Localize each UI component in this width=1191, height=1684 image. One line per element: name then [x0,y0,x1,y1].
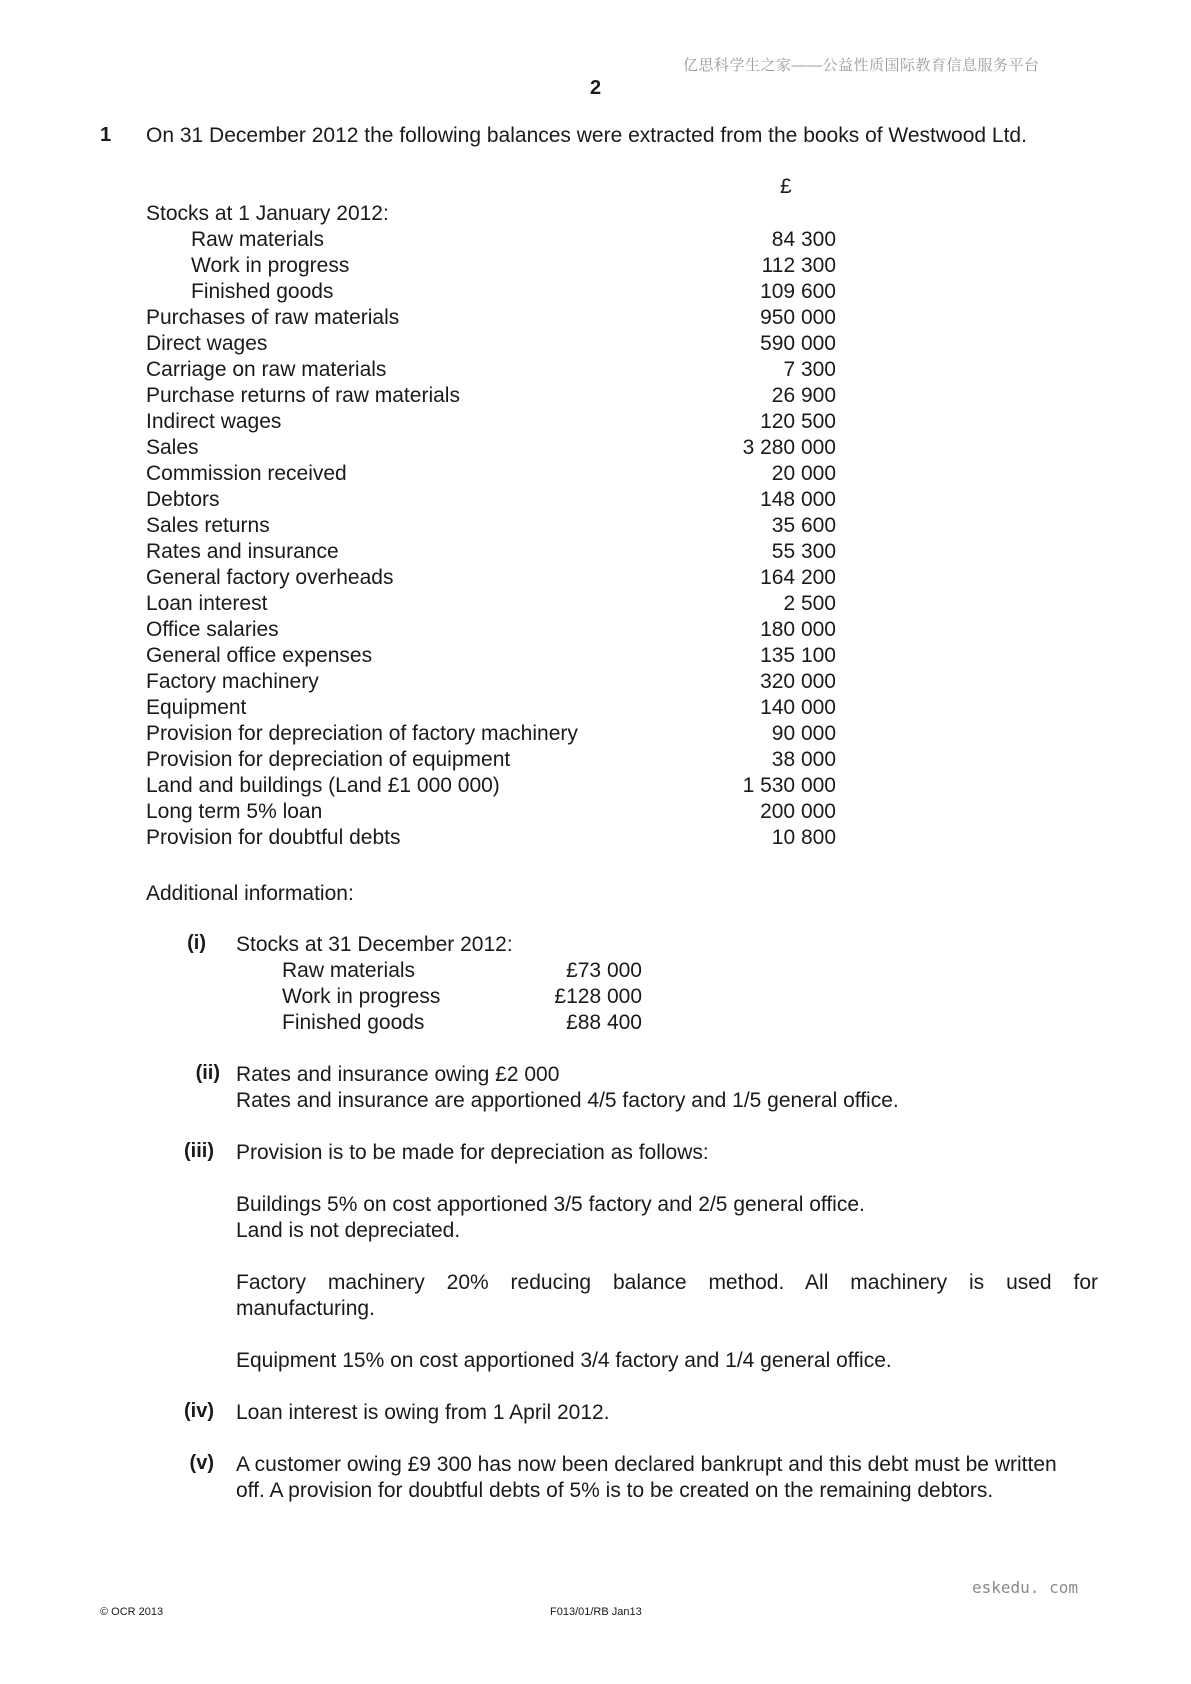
closing-stock-amount: £73 000 [566,959,642,982]
balance-amount: 2 500 [783,592,836,615]
note-iii-machinery-line1: Factory machinery 20% reducing balance method. All machinery is used for [236,1271,1098,1294]
balance-label: Debtors [146,488,220,511]
note-iii-buildings-line1: Buildings 5% on cost apportioned 3/5 factory and 2/5 general office. [236,1193,865,1216]
watermark-top: 亿思科学生之家——公益性质国际教育信息服务平台 [683,57,1040,74]
note-numeral-i: (i) [187,932,206,954]
balance-label: Carriage on raw materials [146,358,387,381]
balance-label: Provision for doubtful debts [146,826,401,849]
balance-row [146,435,836,461]
balance-label: Office salaries [146,618,279,641]
closing-stock-row [282,984,642,1010]
note-iv-text: Loan interest is owing from 1 April 2012. [236,1401,610,1424]
balance-amount: 950 000 [760,306,836,329]
balance-label: Rates and insurance [146,540,339,563]
balance-row [146,279,836,305]
balance-row [146,253,836,279]
note-iii-machinery-line2: manufacturing. [236,1297,375,1320]
balance-row [146,669,836,695]
page-number: 2 [589,77,602,99]
balance-label: Long term 5% loan [146,800,323,823]
balance-amount: 109 600 [760,280,836,303]
balance-label: Raw materials [191,228,325,251]
balance-row [146,487,836,513]
balance-label: Provision for depreciation of equipment [146,748,511,771]
balance-label: Finished goods [191,280,334,303]
watermark-bottom: eskedu. com [972,1578,1078,1597]
note-numeral-v: (v) [189,1452,214,1474]
balance-row [146,721,836,747]
closing-stock-label: Work in progress [282,985,441,1008]
balance-amount: 26 900 [771,384,836,407]
balance-amount: 135 100 [760,644,836,667]
note-iii-equipment: Equipment 15% on cost apportioned 3/4 factory and 1/4 general office. [236,1349,892,1372]
note-numeral-iii: (iii) [184,1140,214,1162]
balance-row [146,227,836,253]
balance-row [146,695,836,721]
note-iii-text: Provision is to be made for depreciation as follows: [236,1141,709,1164]
balance-label: Indirect wages [146,410,282,433]
balance-label: Commission received [146,462,347,485]
balance-amount: 35 600 [771,514,836,537]
balance-amount: 3 280 000 [742,436,836,459]
balance-row [146,357,836,383]
additional-info-heading: Additional information: [146,882,354,905]
balance-row [146,825,836,851]
balance-row [146,773,836,799]
note-v-line1: A customer owing £9 300 has now been declared bankrupt and this debt must be written [236,1453,1057,1476]
balance-row [146,617,836,643]
balance-label: Equipment [146,696,247,719]
note-ii-line2: Rates and insurance are apportioned 4/5 factory and 1/5 general office. [236,1089,899,1112]
balance-label: Stocks at 1 January 2012: [146,202,389,225]
footer-code: F013/01/RB Jan13 [550,1606,642,1618]
balance-amount: 148 000 [760,488,836,511]
balance-label: Loan interest [146,592,268,615]
balance-label: General factory overheads [146,566,394,589]
balance-amount: 90 000 [771,722,836,745]
balance-row [146,565,836,591]
balance-amount: 38 000 [771,748,836,771]
note-numeral-iv: (iv) [184,1400,214,1422]
balance-label: Purchase returns of raw materials [146,384,460,407]
balance-row [146,305,836,331]
balance-row [146,331,836,357]
currency-heading: £ [780,175,792,198]
note-v-line2: off. A provision for doubtful debts of 5% is to be created on the remaining debtors. [236,1479,994,1502]
balance-label: Provision for depreciation of factory machinery [146,722,578,745]
closing-stock-row [282,958,642,984]
balance-amount: 10 800 [771,826,836,849]
balance-amount: 180 000 [760,618,836,641]
balance-amount: 20 000 [771,462,836,485]
balance-label: Purchases of raw materials [146,306,400,329]
balance-row [146,799,836,825]
balance-row [146,383,836,409]
closing-stocks-list [282,958,642,1036]
balance-row [146,461,836,487]
balance-amount: 164 200 [760,566,836,589]
closing-stock-amount: £88 400 [566,1011,642,1034]
closing-stock-label: Finished goods [282,1011,425,1034]
note-iii-buildings-line2: Land is not depreciated. [236,1219,461,1242]
balance-row [146,747,836,773]
balance-row [146,643,836,669]
closing-stock-row [282,1010,642,1036]
footer-copyright: © OCR 2013 [100,1606,164,1618]
balance-amount: 200 000 [760,800,836,823]
balance-amount: 1 530 000 [742,774,836,797]
balance-label: Direct wages [146,332,268,355]
balance-row [146,591,836,617]
balance-label: Land and buildings (Land £1 000 000) [146,774,500,797]
balance-amount: 590 000 [760,332,836,355]
question-intro: On 31 December 2012 the following balances were extracted from the books of Westwood Ltd. [146,124,1027,147]
closing-stock-amount: £128 000 [554,985,642,1008]
note-numeral-ii: (ii) [195,1062,220,1084]
balance-label: Work in progress [191,254,350,277]
balance-amount: 140 000 [760,696,836,719]
balance-row [146,201,836,227]
balance-amount: 320 000 [760,670,836,693]
balance-row [146,409,836,435]
balance-label: General office expenses [146,644,373,667]
balance-row [146,513,836,539]
balances-table [146,201,836,851]
balance-amount: 7 300 [783,358,836,381]
balance-amount: 120 500 [760,410,836,433]
note-i-text: Stocks at 31 December 2012: [236,933,513,956]
note-ii-line1: Rates and insurance owing £2 000 [236,1063,560,1086]
balance-amount: 84 300 [771,228,836,251]
balance-row [146,539,836,565]
balance-label: Sales returns [146,514,270,537]
balance-label: Sales [146,436,199,459]
balance-amount: 55 300 [771,540,836,563]
balance-amount: 112 300 [761,254,836,277]
closing-stock-label: Raw materials [282,959,416,982]
question-number: 1 [100,124,112,146]
balance-label: Factory machinery [146,670,319,693]
